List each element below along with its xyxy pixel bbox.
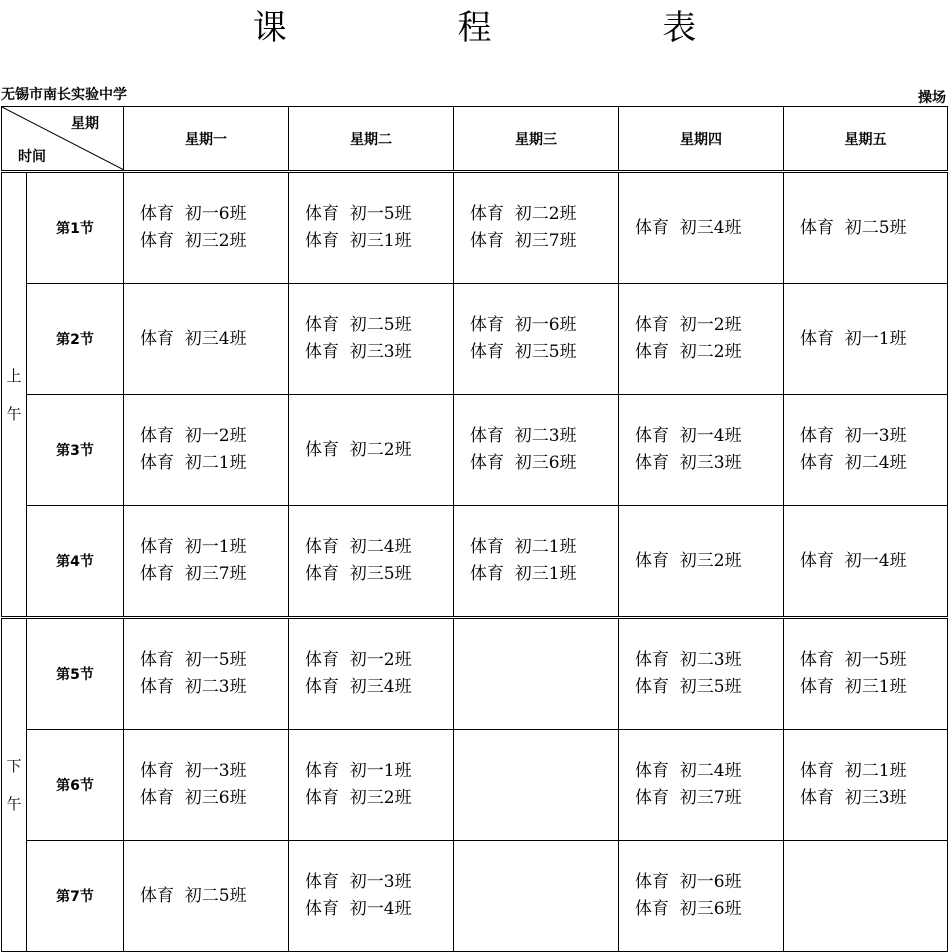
class-entry: 体育 初二4班 <box>635 761 742 781</box>
class-cell-tue <box>289 841 454 952</box>
header-row <box>2 107 948 172</box>
corner-cell <box>2 107 124 172</box>
class-entry: 体育 初二2班 <box>470 204 577 224</box>
class-entry: 体育 初三5班 <box>635 677 742 697</box>
class-entry: 体育 初二3班 <box>470 426 577 446</box>
class-entry: 体育 初三6班 <box>470 453 577 473</box>
class-cell-mon <box>124 730 289 841</box>
class-cell-wed <box>454 506 619 618</box>
class-entry: 体育 初三3班 <box>800 788 907 808</box>
class-entry: 体育 初三1班 <box>305 231 412 251</box>
class-entry: 体育 初三5班 <box>470 342 577 362</box>
class-entry: 体育 初三1班 <box>470 564 577 584</box>
class-cell-thu <box>619 730 784 841</box>
class-entry: 体育 初一6班 <box>635 872 742 892</box>
period-label: 第7节 <box>27 841 124 952</box>
class-entry: 体育 初三2班 <box>635 550 742 571</box>
day-header-tue: 星期二 <box>289 107 454 172</box>
class-entry: 体育 初二5班 <box>140 885 247 906</box>
class-cell-tue <box>289 395 454 506</box>
class-entry: 体育 初一4班 <box>800 550 907 571</box>
class-cell-tue <box>289 284 454 395</box>
class-entry: 体育 初三4班 <box>635 217 742 238</box>
class-cell-mon <box>124 172 289 284</box>
class-entry: 体育 初一1班 <box>140 537 247 557</box>
class-cell-wed <box>454 730 619 841</box>
class-cell-wed <box>454 172 619 284</box>
class-entry: 体育 初三1班 <box>800 677 907 697</box>
class-cell-thu <box>619 172 784 284</box>
class-entry: 体育 初三7班 <box>140 564 247 584</box>
class-cell-wed <box>454 284 619 395</box>
class-cell-fri <box>784 395 948 506</box>
class-entry: 体育 初二4班 <box>800 453 907 473</box>
class-entry: 体育 初三3班 <box>305 342 412 362</box>
class-entry: 体育 初二4班 <box>305 537 412 557</box>
class-entry: 体育 初一4班 <box>635 426 742 446</box>
period-row <box>2 618 948 730</box>
class-entry: 体育 初一6班 <box>470 315 577 335</box>
class-entry: 体育 初一2班 <box>140 426 247 446</box>
class-cell-mon <box>124 506 289 618</box>
class-cell-thu <box>619 395 784 506</box>
class-entry: 体育 初一5班 <box>305 204 412 224</box>
class-cell-tue <box>289 730 454 841</box>
period-row <box>2 395 948 506</box>
class-entry: 体育 初三6班 <box>635 899 742 919</box>
class-entry: 体育 初一3班 <box>305 872 412 892</box>
class-entry: 体育 初三2班 <box>305 788 412 808</box>
class-cell-tue <box>289 506 454 618</box>
class-entry: 体育 初一2班 <box>305 650 412 670</box>
period-label: 第4节 <box>27 506 124 618</box>
class-entry: 体育 初一6班 <box>140 204 247 224</box>
class-entry: 体育 初二1班 <box>470 537 577 557</box>
period-label: 第5节 <box>27 618 124 730</box>
class-entry: 体育 初二3班 <box>140 677 247 697</box>
day-header-fri: 星期五 <box>784 107 948 172</box>
class-entry: 体育 初一4班 <box>305 899 412 919</box>
class-entry: 体育 初三7班 <box>635 788 742 808</box>
class-cell-mon <box>124 395 289 506</box>
period-row <box>2 841 948 952</box>
day-header-thu: 星期四 <box>619 107 784 172</box>
class-entry: 体育 初二2班 <box>635 342 742 362</box>
class-entry: 体育 初一2班 <box>635 315 742 335</box>
period-label: 第2节 <box>27 284 124 395</box>
schedule-table <box>1 106 948 952</box>
period-label: 第3节 <box>27 395 124 506</box>
class-entry: 体育 初一1班 <box>800 328 907 349</box>
class-entry: 体育 初一1班 <box>305 761 412 781</box>
class-entry: 体育 初三4班 <box>140 328 247 349</box>
class-entry: 体育 初二5班 <box>800 217 907 238</box>
class-cell-fri <box>784 841 948 952</box>
afternoon-label <box>2 618 27 952</box>
period-label: 第6节 <box>27 730 124 841</box>
class-entry: 体育 初二1班 <box>800 761 907 781</box>
class-cell-mon <box>124 618 289 730</box>
class-entry: 体育 初一5班 <box>140 650 247 670</box>
class-cell-mon <box>124 284 289 395</box>
class-cell-fri <box>784 284 948 395</box>
period-row <box>2 730 948 841</box>
class-entry: 体育 初三5班 <box>305 564 412 584</box>
half-day-char: 下 <box>6 757 22 775</box>
class-entry: 体育 初三4班 <box>305 677 412 697</box>
class-cell-fri <box>784 506 948 618</box>
class-cell-thu <box>619 284 784 395</box>
class-cell-thu <box>619 618 784 730</box>
class-entry: 体育 初一3班 <box>800 426 907 446</box>
page-title: 课 程 表 <box>252 8 777 48</box>
class-cell-wed <box>454 841 619 952</box>
class-cell-wed <box>454 395 619 506</box>
venue-label: 操场 <box>918 90 946 106</box>
day-header-mon: 星期一 <box>124 107 289 172</box>
half-day-char: 午 <box>6 404 22 423</box>
half-day-char: 上 <box>6 366 22 385</box>
class-entry: 体育 初三2班 <box>140 231 247 251</box>
class-cell-fri <box>784 618 948 730</box>
class-cell-wed <box>454 618 619 730</box>
school-name: 无锡市南长实验中学 <box>1 87 127 103</box>
period-row <box>2 172 948 284</box>
class-cell-tue <box>289 618 454 730</box>
day-header-wed: 星期三 <box>454 107 619 172</box>
class-entry: 体育 初二2班 <box>305 439 412 460</box>
class-entry: 体育 初一5班 <box>800 650 907 670</box>
class-cell-thu <box>619 506 784 618</box>
period-row <box>2 284 948 395</box>
class-entry: 体育 初三6班 <box>140 788 247 808</box>
class-entry: 体育 初二3班 <box>635 650 742 670</box>
class-entry: 体育 初二5班 <box>305 315 412 335</box>
period-label: 第1节 <box>27 172 124 284</box>
class-cell-mon <box>124 841 289 952</box>
class-cell-tue <box>289 172 454 284</box>
class-cell-thu <box>619 841 784 952</box>
class-entry: 体育 初一3班 <box>140 761 247 781</box>
period-row <box>2 506 948 618</box>
half-day-char: 午 <box>6 795 22 813</box>
corner-weekday-label: 星期 <box>71 116 99 132</box>
class-entry: 体育 初三3班 <box>635 453 742 473</box>
class-cell-fri <box>784 730 948 841</box>
class-cell-fri <box>784 172 948 284</box>
class-entry: 体育 初三7班 <box>470 231 577 251</box>
corner-time-label: 时间 <box>18 149 46 165</box>
class-entry: 体育 初二1班 <box>140 453 247 473</box>
morning-label <box>2 172 27 618</box>
